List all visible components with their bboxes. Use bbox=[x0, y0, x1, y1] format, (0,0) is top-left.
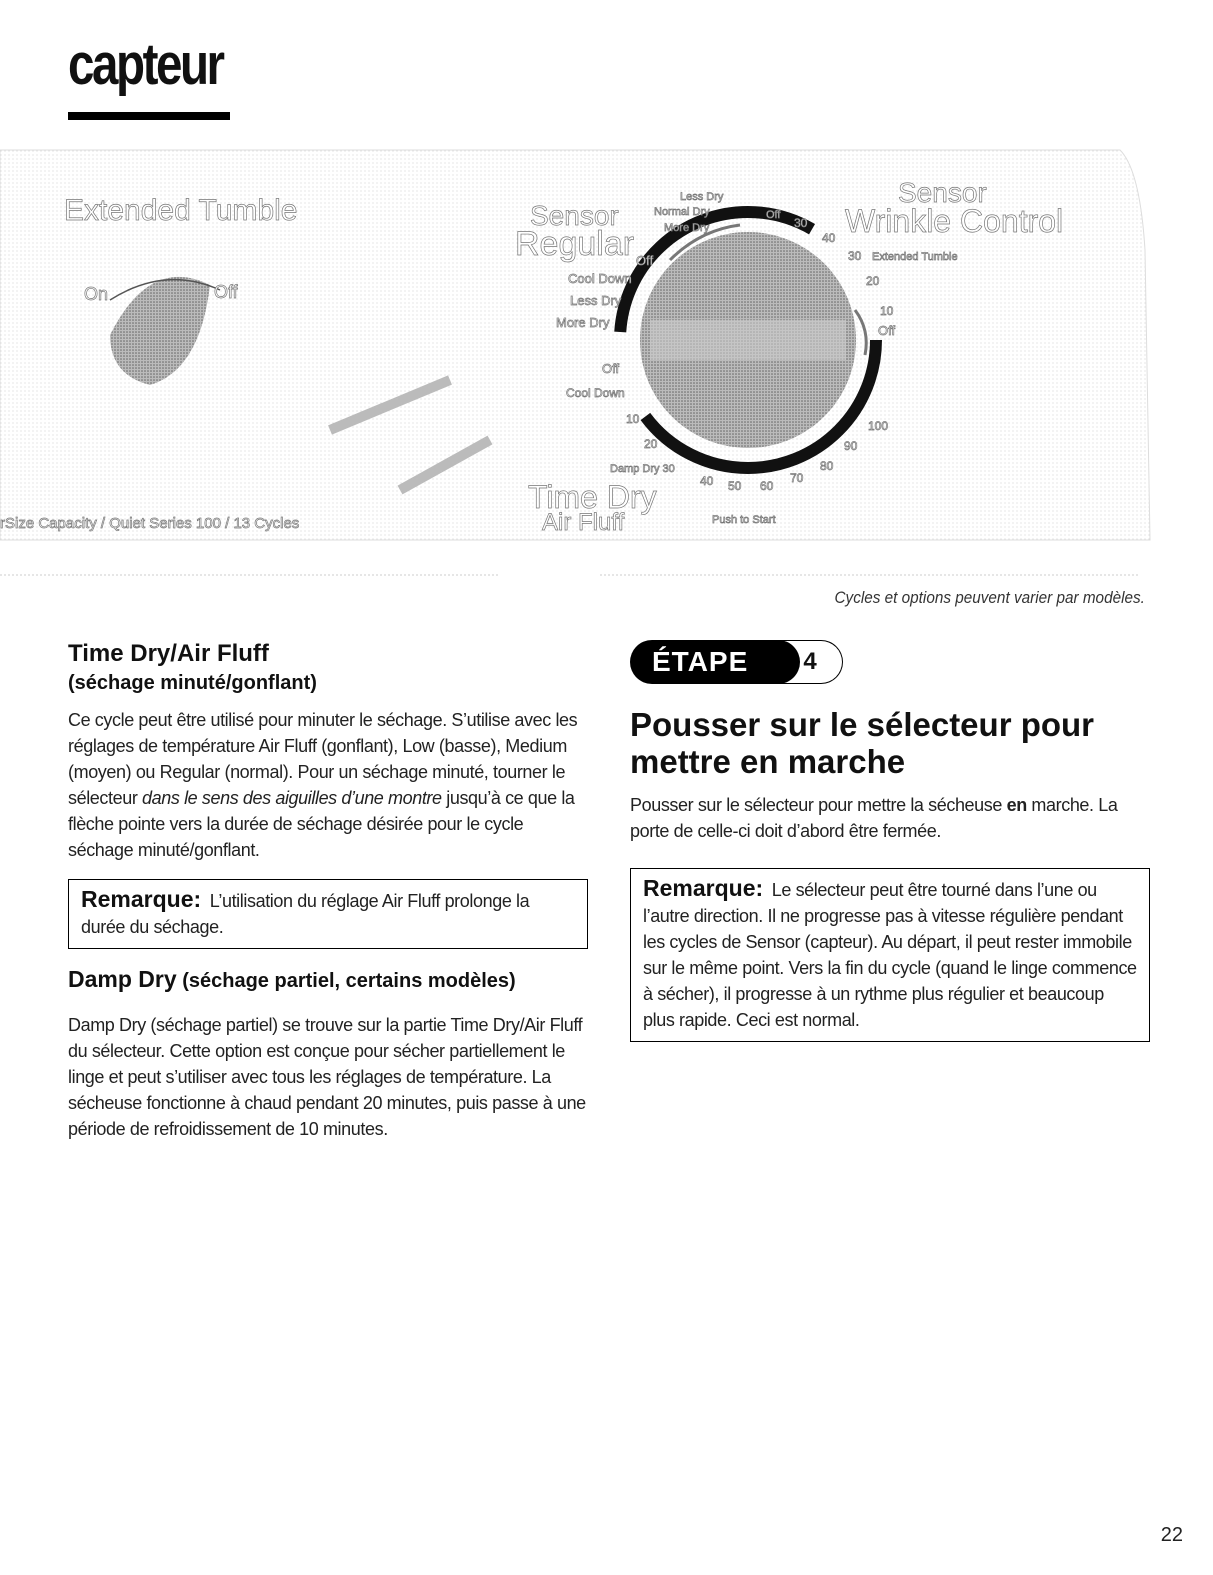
minutes-50: 50 bbox=[728, 479, 742, 493]
time-dry-paragraph-b: jusqu’à ce que la flèche pointe vers la durée de séchage désirée pour le cycle séchage minuté/gonflant. bbox=[68, 788, 575, 860]
step-paragraph-b: marche. La porte de celle-ci doit d’abord être fermée. bbox=[630, 795, 1118, 841]
damp-dry-heading-main: Damp Dry bbox=[68, 966, 177, 992]
minutes-30-b: 30 bbox=[848, 249, 862, 263]
minutes-80: 80 bbox=[820, 459, 834, 473]
minutes-40-a: 40 bbox=[822, 231, 836, 245]
time-dry-paragraph-italic: dans le sens des aiguilles d’une montre bbox=[142, 788, 442, 808]
regular-label: Regular bbox=[515, 225, 635, 263]
push-to-start-label: Push to Start bbox=[712, 514, 776, 526]
selector-note bbox=[630, 868, 1150, 1042]
time-dry-paragraph bbox=[68, 707, 588, 863]
off-dial-label: Off bbox=[636, 253, 654, 268]
damp-dry-paragraph: Damp Dry (séchage partiel) se trouve sur la partie Time Dry/Air Fluff du sélecteur. Cette option est conçue pour sécher partiellement le linge et peut s’utiliser avec tous les réglages de température. La sécheuse fonctionne à chaud pendant 20 minutes, puis passe à une période de refroidissement de 10 minutes. bbox=[68, 1015, 586, 1139]
sensor-left-label: Sensor bbox=[530, 200, 619, 231]
left-column bbox=[68, 640, 588, 1142]
normal-dry-label: Normal Dry bbox=[654, 206, 710, 218]
off-top-label: Off bbox=[766, 209, 781, 221]
minutes-20: 20 bbox=[866, 274, 880, 288]
step-paragraph-bold: en bbox=[1006, 795, 1027, 815]
title-rule bbox=[68, 112, 230, 120]
damp-dry-heading bbox=[68, 963, 588, 998]
note-label: Remarque: bbox=[81, 886, 202, 912]
minutes-90: 90 bbox=[844, 439, 858, 453]
minutes-20-b: 20 bbox=[644, 437, 658, 451]
time-dry-heading: Time Dry/Air Fluff bbox=[68, 640, 269, 667]
wrinkle-control-label: Wrinkle Control bbox=[845, 203, 1064, 239]
figure-caption: Cycles et options peuvent varier par modèles. bbox=[834, 588, 1145, 607]
more-dry-label: More Dry bbox=[556, 315, 610, 330]
note-text: L’utilisation du réglage Air Fluff prolonge la durée du séchage. bbox=[81, 891, 530, 937]
off-right-label: Off bbox=[878, 323, 896, 338]
off-mid-label: Off bbox=[602, 361, 620, 376]
cool-down-label-2: Cool Down bbox=[566, 386, 625, 400]
step-badge bbox=[630, 640, 1150, 686]
less-dry-top-label: Less Dry bbox=[680, 191, 724, 203]
step-paragraph bbox=[630, 792, 1150, 844]
more-dry-top-label: More Dry bbox=[664, 222, 710, 234]
note-label: Remarque: bbox=[643, 875, 764, 901]
air-fluff-label: Air Fluff bbox=[542, 509, 625, 536]
extended-tumble-label: Extended Tumble bbox=[64, 194, 298, 227]
off-label: Off bbox=[214, 282, 238, 302]
on-label: On bbox=[84, 284, 109, 304]
step-title: Pousser sur le sélecteur pour mettre en marche bbox=[630, 706, 1095, 780]
minutes-100: 100 bbox=[868, 419, 889, 433]
cool-down-label-1: Cool Down bbox=[568, 271, 632, 286]
section-title: capteur bbox=[68, 32, 223, 97]
step-number: 4 bbox=[778, 640, 843, 684]
note-text: Le sélecteur peut être tourné dans l’une ou l’autre direction. Il ne progresse pas à vitesse régulière pendant les cycles de Sensor (capteur). Au départ, il peut rester immobile sur le même point. Vers la fin du cycle (quand le linge commence à sécher), il progresse à un rythme plus régulier et beaucoup plus rapide. Ceci est normal. bbox=[643, 880, 1137, 1030]
step-label: ÉTAPE bbox=[630, 640, 800, 684]
sensor-right-label: Sensor bbox=[898, 177, 987, 208]
minutes-60: 60 bbox=[760, 479, 774, 493]
damp-dry-label: Damp Dry 30 bbox=[610, 463, 675, 475]
damp-dry-heading-sub: (séchage partiel, certains modèles) bbox=[176, 970, 516, 992]
time-dry-paragraph-a: Ce cycle peut être utilisé pour minuter le séchage. S’utilise avec les réglages de température Air Fluff (gonflant), Low (basse), Medium (moyen) ou Regular (normal). Pour un séchage minuté, tourner le sélecteur bbox=[68, 710, 578, 808]
air-fluff-note bbox=[68, 879, 588, 949]
minutes-30-a: 30 bbox=[794, 216, 808, 230]
extended-tumble-small-label: Extended Tumble bbox=[872, 251, 958, 263]
time-dry-label: Time Dry bbox=[528, 479, 657, 515]
page-number: 22 bbox=[1160, 1524, 1183, 1546]
step-paragraph-a: Pousser sur le sélecteur pour mettre la sécheuse bbox=[630, 795, 1007, 815]
right-column bbox=[630, 640, 1150, 1056]
control-panel-illustration bbox=[0, 130, 1213, 600]
less-dry-label: Less Dry bbox=[570, 293, 622, 308]
series-label: rSize Capacity / Quiet Series 100 / 13 Cycles bbox=[0, 515, 300, 532]
minutes-40-b: 40 bbox=[700, 474, 714, 488]
time-dry-subheading: (séchage minuté/gonflant) bbox=[68, 672, 317, 694]
minutes-70: 70 bbox=[790, 471, 804, 485]
minutes-10: 10 bbox=[880, 304, 894, 318]
minutes-10-b: 10 bbox=[626, 412, 640, 426]
